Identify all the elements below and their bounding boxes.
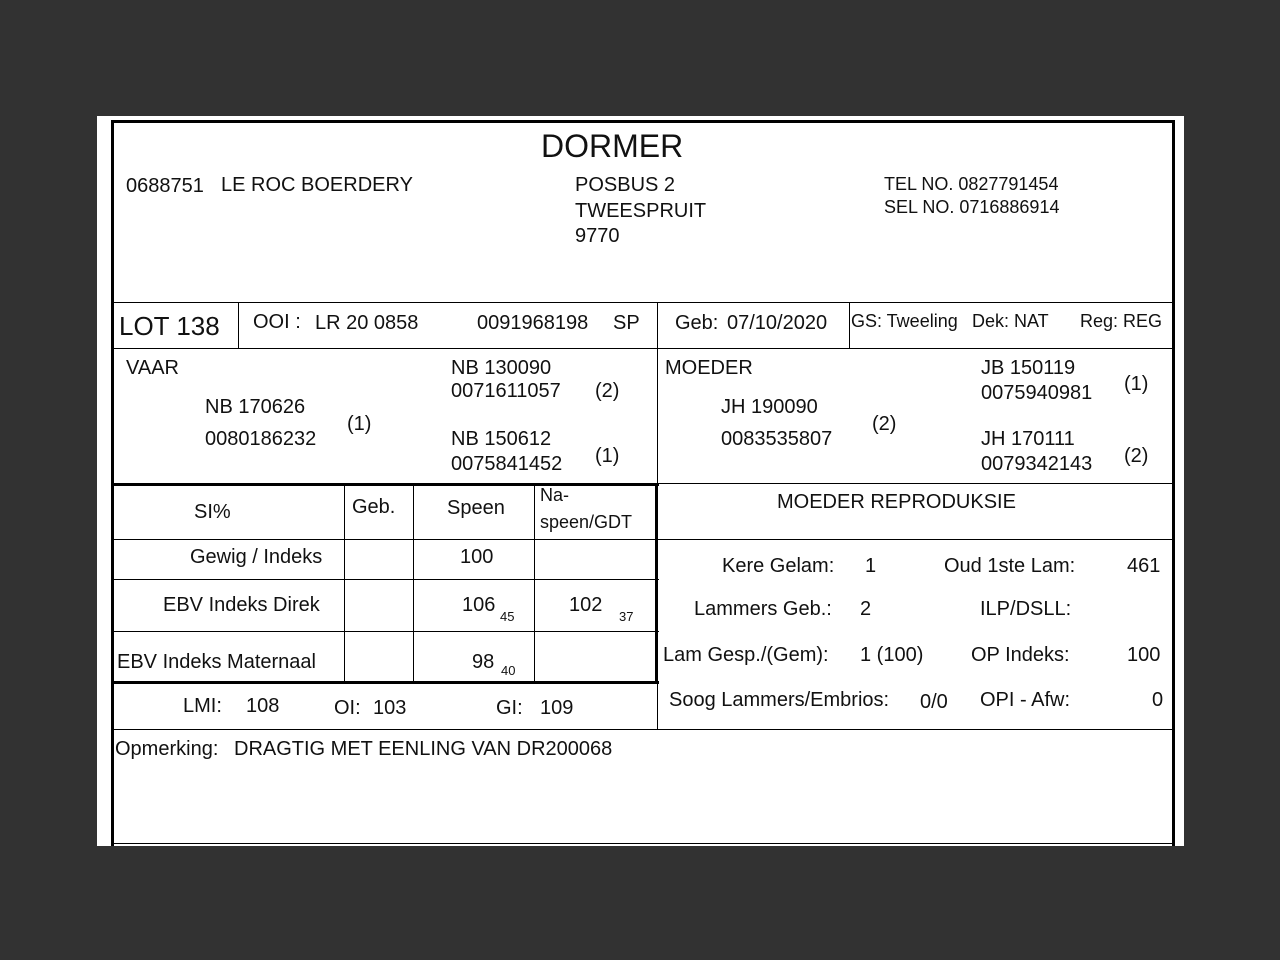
sire-dam-id: NB 150612: [451, 428, 552, 450]
age-first-lamb-label: Oud 1ste Lam:: [944, 555, 1076, 577]
lambs-weaned-value: 1 (100): [860, 644, 924, 666]
dam-dam-id: JH 170111: [981, 428, 1075, 450]
sire-sire-mark: (2): [595, 380, 620, 402]
weight-index-wean: 100: [460, 546, 494, 568]
oi-value: 103: [373, 697, 407, 719]
opi-deviation-label: OPI - Afw:: [980, 689, 1071, 711]
sire-sire-reg: 0071611057: [451, 380, 561, 402]
rule: [655, 485, 658, 683]
birth-label: Geb:: [675, 312, 719, 334]
rule: [344, 485, 345, 683]
rule: [114, 681, 659, 684]
lambs-born-label: Lammers Geb.:: [694, 598, 832, 620]
ebv-direct-wean-accuracy: 45: [500, 609, 515, 624]
rule: [114, 729, 1172, 730]
sire-dam-mark: (1): [595, 445, 620, 467]
dam-id: JH 190090: [721, 396, 818, 418]
ooi-reg-number: 0091968198: [477, 312, 589, 334]
address-line-3: 9770: [575, 225, 620, 247]
lot-card: [97, 116, 1184, 846]
remark-text: DRAGTIG MET EENLING VAN DR200068: [234, 738, 613, 760]
tel-number: TEL NO. 0827791454: [884, 174, 1059, 194]
wean-header: Speen: [447, 497, 505, 519]
op-index-value: 100: [1127, 644, 1161, 666]
ebv-maternal-label: EBV Indeks Maternaal: [117, 651, 316, 673]
breeder-name: LE ROC BOERDERY: [221, 174, 413, 196]
ebv-direct-postwean: 102: [569, 594, 603, 616]
dam-reg: 0083535807: [721, 428, 833, 450]
sire-dam-reg: 0075841452: [451, 453, 563, 475]
rule: [238, 302, 239, 348]
times-lambed-label: Kere Gelam:: [722, 555, 835, 577]
ooi-id: LR 20 0858: [315, 312, 419, 334]
lot-number: LOT 138: [119, 311, 220, 341]
dam-mark: (2): [872, 413, 897, 435]
remark-label: Opmerking:: [115, 738, 219, 760]
ebv-maternal-wean: 98: [472, 651, 495, 673]
weight-index-label: Gewig / Indeks: [190, 546, 323, 568]
rule: [114, 539, 1172, 540]
lmi-value: 108: [246, 695, 280, 717]
suckled-lambs-value: 0/0: [920, 691, 948, 713]
suckled-lambs-label: Soog Lammers/Embrios:: [669, 689, 890, 711]
birth-header: Geb.: [352, 496, 396, 518]
ebv-direct-postwean-accuracy: 37: [619, 609, 634, 624]
dam-sire-reg: 0075940981: [981, 382, 1093, 404]
sire-sire-id: NB 130090: [451, 357, 552, 379]
lmi-label: LMI:: [183, 695, 222, 717]
age-first-lamb-value: 461: [1127, 555, 1161, 577]
birth-status: GS: Tweeling: [851, 311, 958, 331]
sire-id: NB 170626: [205, 396, 306, 418]
lambs-weaned-label: Lam Gesp./(Gem):: [663, 644, 829, 666]
opi-deviation-value: 0: [1152, 689, 1164, 711]
rule: [534, 485, 535, 683]
sire-mark: (1): [347, 413, 372, 435]
lambs-born-value: 2: [860, 598, 872, 620]
sel-number: SEL NO. 0716886914: [884, 197, 1060, 217]
rule: [114, 843, 1172, 844]
times-lambed-value: 1: [865, 555, 877, 577]
rule: [849, 302, 850, 348]
address-line-1: POSBUS 2: [575, 174, 676, 196]
rule: [114, 631, 659, 632]
sire-reg: 0080186232: [205, 428, 317, 450]
mating-type: Dek: NAT: [972, 311, 1049, 331]
ebv-direct-wean: 106: [462, 594, 496, 616]
dam-dam-mark: (2): [1124, 445, 1149, 467]
postwean-header-line2: speen/GDT: [540, 512, 633, 532]
address-line-2: TWEESPRUIT: [575, 200, 707, 222]
sire-label: VAAR: [126, 357, 179, 379]
dam-sire-mark: (1): [1124, 373, 1149, 395]
rule: [413, 485, 414, 683]
birth-date: 07/10/2020: [727, 312, 828, 334]
si-header: SI%: [194, 501, 231, 523]
registration-status: Reg: REG: [1080, 311, 1163, 331]
ooi-sp: SP: [613, 312, 640, 334]
oi-label: OI:: [334, 697, 361, 719]
ilp-dsll-label: ILP/DSLL:: [980, 598, 1072, 620]
dam-dam-reg: 0079342143: [981, 453, 1093, 475]
ooi-label: OOI :: [253, 311, 301, 333]
rule: [114, 348, 1172, 349]
gi-value: 109: [540, 697, 574, 719]
rule: [114, 483, 659, 486]
breeder-number: 0688751: [126, 175, 204, 197]
gi-label: GI:: [496, 697, 523, 719]
dam-sire-id: JB 150119: [981, 357, 1076, 379]
dam-label: MOEDER: [665, 357, 753, 379]
rule: [659, 483, 1172, 484]
dam-reproduction-title: MOEDER REPRODUKSIE: [777, 491, 1016, 513]
op-index-label: OP Indeks:: [971, 644, 1070, 666]
breed-title: DORMER: [541, 128, 684, 164]
ebv-direct-label: EBV Indeks Direk: [163, 594, 320, 616]
rule: [114, 302, 1172, 303]
ebv-maternal-wean-accuracy: 40: [501, 663, 516, 678]
postwean-header-line1: Na-: [540, 485, 570, 505]
rule: [114, 579, 659, 580]
